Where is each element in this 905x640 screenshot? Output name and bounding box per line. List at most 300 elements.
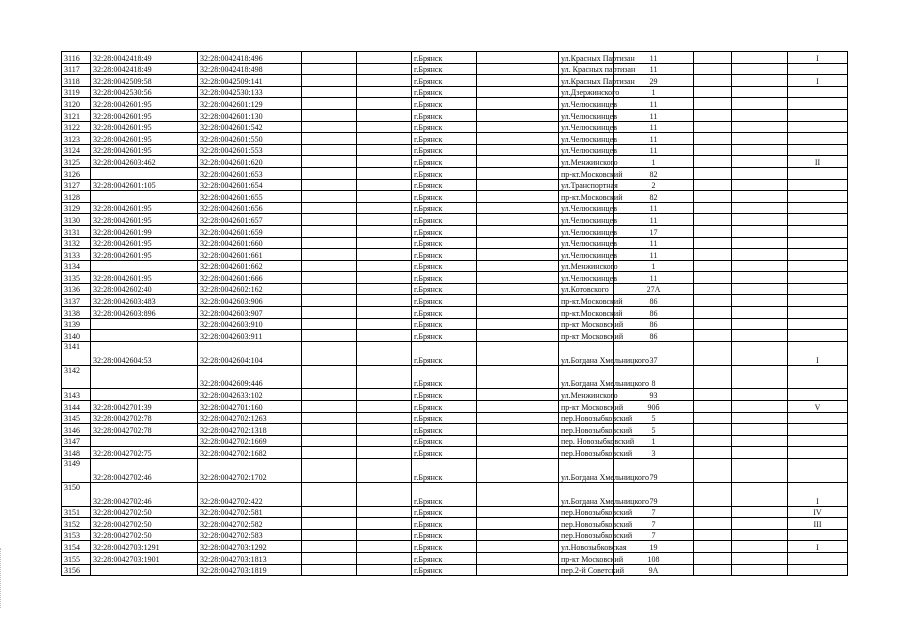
house-number-cell: 27А — [614, 283, 694, 295]
empty-cell — [732, 318, 788, 330]
cadastral-number-cell: 32:28:0042603:906 — [198, 295, 302, 307]
cadastral-number-cell: 32:28:0042601:130 — [198, 109, 302, 121]
city-cell: г.Брянск — [412, 341, 477, 365]
row-number-cell: 3116 — [62, 52, 91, 64]
cadastral-number-cell: 32:28:0042530:133 — [198, 86, 302, 98]
table-row — [62, 202, 848, 214]
cadastral-number-cell: 32:28:0042601:656 — [198, 202, 302, 214]
empty-cell — [732, 529, 788, 541]
empty-cell — [694, 86, 732, 98]
empty-cell — [302, 318, 357, 330]
city-cell: г.Брянск — [412, 260, 477, 272]
house-number-cell: 17 — [614, 225, 694, 237]
section-roman-cell — [788, 318, 848, 330]
parent-cadastral-number-cell: 32:28:0042601:95 — [91, 109, 198, 121]
section-roman-cell — [788, 424, 848, 436]
section-roman-cell — [788, 447, 848, 459]
house-number-cell: 7 — [614, 506, 694, 518]
city-cell: г.Брянск — [412, 318, 477, 330]
section-roman-cell — [788, 133, 848, 145]
row-number-cell: 3150 — [62, 482, 91, 506]
section-roman-cell — [788, 389, 848, 401]
empty-cell — [732, 307, 788, 319]
parent-cadastral-number-cell: 32:28:0042418:49 — [91, 63, 198, 75]
section-roman-cell — [788, 121, 848, 133]
empty-cell — [357, 133, 412, 145]
empty-cell — [302, 167, 357, 179]
city-cell: г.Брянск — [412, 552, 477, 564]
city-cell: г.Брянск — [412, 401, 477, 413]
empty-cell — [302, 401, 357, 413]
cadastral-number-cell: 32:28:0042601:666 — [198, 272, 302, 284]
empty-cell — [732, 214, 788, 226]
empty-cell — [302, 202, 357, 214]
row-number-cell: 3138 — [62, 307, 91, 319]
empty-cell — [694, 272, 732, 284]
street-cell: ул. Красных партизан — [559, 63, 614, 75]
parent-cadastral-number-cell: 32:28:0042702:78 — [91, 412, 198, 424]
empty-cell — [302, 249, 357, 261]
row-number-cell: 3132 — [62, 237, 91, 249]
empty-cell — [477, 249, 559, 261]
city-cell: г.Брянск — [412, 167, 477, 179]
table-row — [62, 482, 848, 506]
row-number-cell: 3128 — [62, 191, 91, 203]
empty-cell — [694, 52, 732, 64]
row-number-cell: 3136 — [62, 283, 91, 295]
city-cell: г.Брянск — [412, 237, 477, 249]
empty-cell — [732, 365, 788, 389]
empty-cell — [477, 202, 559, 214]
empty-cell — [302, 424, 357, 436]
empty-cell — [477, 191, 559, 203]
empty-cell — [694, 156, 732, 168]
empty-cell — [732, 225, 788, 237]
table-row — [62, 401, 848, 413]
table-row — [62, 459, 848, 483]
table-row — [62, 98, 848, 110]
row-number-cell: 3149 — [62, 459, 91, 483]
row-number-cell: 3117 — [62, 63, 91, 75]
street-cell: пр-кт.Московский — [559, 295, 614, 307]
empty-cell — [357, 529, 412, 541]
empty-cell — [302, 564, 357, 576]
house-number-cell: 5 — [614, 424, 694, 436]
house-number-cell: 11 — [614, 52, 694, 64]
empty-cell — [357, 179, 412, 191]
house-number-cell: 86 — [614, 318, 694, 330]
empty-cell — [694, 191, 732, 203]
section-roman-cell — [788, 295, 848, 307]
street-cell: пер.Новозыбковский — [559, 518, 614, 530]
cadastral-number-cell: 32:28:0042702:581 — [198, 506, 302, 518]
street-cell: ул.Менжинского — [559, 156, 614, 168]
section-roman-cell — [788, 202, 848, 214]
city-cell: г.Брянск — [412, 191, 477, 203]
empty-cell — [357, 191, 412, 203]
empty-cell — [477, 529, 559, 541]
empty-cell — [357, 401, 412, 413]
empty-cell — [477, 109, 559, 121]
street-cell: ул.Котовского — [559, 283, 614, 295]
city-cell: г.Брянск — [412, 121, 477, 133]
row-number-cell: 3134 — [62, 260, 91, 272]
row-number-cell: 3146 — [62, 424, 91, 436]
street-cell: ул.Челюскинцев — [559, 109, 614, 121]
cadastral-number-cell: 32:28:0042703:1819 — [198, 564, 302, 576]
parent-cadastral-number-cell: 32:28:0042530:56 — [91, 86, 198, 98]
cadastral-number-cell: 32:28:0042702:1318 — [198, 424, 302, 436]
cadastral-number-cell: 32:28:0042601:662 — [198, 260, 302, 272]
table-row — [62, 389, 848, 401]
row-number-cell: 3148 — [62, 447, 91, 459]
empty-cell — [302, 412, 357, 424]
section-roman-cell — [788, 144, 848, 156]
street-cell: ул.Богдана Хмельницкого — [559, 341, 614, 365]
cadastral-number-cell: 32:28:0042702:582 — [198, 518, 302, 530]
empty-cell — [477, 283, 559, 295]
cadastral-number-cell: 32:28:0042601:653 — [198, 167, 302, 179]
city-cell: г.Брянск — [412, 98, 477, 110]
empty-cell — [477, 564, 559, 576]
street-cell: пр-кт Московский — [559, 401, 614, 413]
empty-cell — [357, 435, 412, 447]
empty-cell — [357, 144, 412, 156]
table-row — [62, 424, 848, 436]
section-roman-cell — [788, 237, 848, 249]
empty-cell — [694, 318, 732, 330]
parent-cadastral-number-cell: 32:28:0042601:95 — [91, 249, 198, 261]
empty-cell — [732, 167, 788, 179]
section-roman-cell — [788, 249, 848, 261]
empty-cell — [357, 272, 412, 284]
row-number-cell: 3142 — [62, 365, 91, 389]
empty-cell — [357, 307, 412, 319]
street-cell: ул.Транспортная — [559, 179, 614, 191]
empty-cell — [694, 109, 732, 121]
empty-cell — [302, 86, 357, 98]
empty-cell — [357, 109, 412, 121]
empty-cell — [732, 121, 788, 133]
house-number-cell: 37 — [614, 341, 694, 365]
cadastral-number-cell: 32:28:0042701:160 — [198, 401, 302, 413]
empty-cell — [302, 237, 357, 249]
empty-cell — [694, 249, 732, 261]
empty-cell — [477, 365, 559, 389]
empty-cell — [694, 75, 732, 87]
empty-cell — [694, 260, 732, 272]
empty-cell — [694, 283, 732, 295]
section-roman-cell — [788, 109, 848, 121]
row-number-cell: 3129 — [62, 202, 91, 214]
section-roman-cell — [788, 214, 848, 226]
row-number-cell: 3151 — [62, 506, 91, 518]
parent-cadastral-number-cell: 32:28:0042603:483 — [91, 295, 198, 307]
empty-cell — [694, 202, 732, 214]
empty-cell — [732, 109, 788, 121]
house-number-cell: 82 — [614, 167, 694, 179]
empty-cell — [694, 459, 732, 483]
empty-cell — [302, 389, 357, 401]
street-cell: ул.Красных Партизан — [559, 52, 614, 64]
empty-cell — [302, 482, 357, 506]
cadastral-number-cell: 32:28:0042702:1263 — [198, 412, 302, 424]
table-row — [62, 435, 848, 447]
registry-table-sheet — [61, 51, 847, 576]
street-cell: пер.Новозыбковский — [559, 424, 614, 436]
empty-cell — [732, 86, 788, 98]
empty-cell — [732, 482, 788, 506]
house-number-cell: 9З — [614, 389, 694, 401]
parent-cadastral-number-cell — [91, 389, 198, 401]
row-number-cell: 3120 — [62, 98, 91, 110]
empty-cell — [694, 167, 732, 179]
table-row — [62, 564, 848, 576]
street-cell: ул.Новозыбковская — [559, 541, 614, 553]
section-roman-cell — [788, 86, 848, 98]
section-roman-cell — [788, 98, 848, 110]
empty-cell — [302, 435, 357, 447]
empty-cell — [302, 214, 357, 226]
house-number-cell: 11 — [614, 133, 694, 145]
row-number-cell: 3143 — [62, 389, 91, 401]
row-number-cell: 3144 — [62, 401, 91, 413]
empty-cell — [357, 482, 412, 506]
cadastral-number-cell: 32:28:0042601:659 — [198, 225, 302, 237]
house-number-cell: 11 — [614, 249, 694, 261]
empty-cell — [357, 237, 412, 249]
empty-cell — [357, 412, 412, 424]
empty-cell — [732, 295, 788, 307]
city-cell: г.Брянск — [412, 529, 477, 541]
table-row — [62, 272, 848, 284]
empty-cell — [732, 260, 788, 272]
parent-cadastral-number-cell — [91, 318, 198, 330]
cadastral-number-cell: 32:28:0042703:1292 — [198, 541, 302, 553]
row-number-cell: 3152 — [62, 518, 91, 530]
table-row — [62, 109, 848, 121]
table-row — [62, 121, 848, 133]
street-cell: пр-кт.Московский — [559, 191, 614, 203]
empty-cell — [302, 518, 357, 530]
parent-cadastral-number-cell: 32:28:0042601:95 — [91, 272, 198, 284]
empty-cell — [477, 75, 559, 87]
empty-cell — [302, 529, 357, 541]
city-cell: г.Брянск — [412, 506, 477, 518]
parent-cadastral-number-cell — [91, 167, 198, 179]
street-cell: ул.Челюскинцев — [559, 144, 614, 156]
city-cell: г.Брянск — [412, 412, 477, 424]
empty-cell — [302, 109, 357, 121]
section-roman-cell — [788, 459, 848, 483]
row-number-cell: 3135 — [62, 272, 91, 284]
street-cell: пр-кт Московский — [559, 318, 614, 330]
section-roman-cell — [788, 225, 848, 237]
empty-cell — [694, 179, 732, 191]
city-cell: г.Брянск — [412, 330, 477, 342]
cadastral-number-cell: 32:28:0042601:550 — [198, 133, 302, 145]
city-cell: г.Брянск — [412, 179, 477, 191]
section-roman-cell — [788, 564, 848, 576]
parent-cadastral-number-cell: 32:28:0042702:50 — [91, 529, 198, 541]
house-number-cell: 86 — [614, 330, 694, 342]
street-cell: пер.Новозыбковский — [559, 447, 614, 459]
section-roman-cell — [788, 529, 848, 541]
empty-cell — [357, 260, 412, 272]
parent-cadastral-number-cell: 32:28:0042601:95 — [91, 98, 198, 110]
empty-cell — [694, 401, 732, 413]
empty-cell — [357, 167, 412, 179]
parent-cadastral-number-cell: 32:28:0042603:462 — [91, 156, 198, 168]
city-cell: г.Брянск — [412, 541, 477, 553]
cadastral-number-cell: 32:28:0042601:654 — [198, 179, 302, 191]
empty-cell — [477, 52, 559, 64]
city-cell: г.Брянск — [412, 109, 477, 121]
parent-cadastral-number-cell: 32:28:0042601:95 — [91, 237, 198, 249]
street-cell: пр-кт Московский — [559, 552, 614, 564]
section-roman-cell: I — [788, 75, 848, 87]
empty-cell — [302, 121, 357, 133]
city-cell: г.Брянск — [412, 389, 477, 401]
scan-edge-mark — [0, 548, 5, 608]
house-number-cell: 5 — [614, 412, 694, 424]
city-cell: г.Брянск — [412, 482, 477, 506]
section-roman-cell — [788, 552, 848, 564]
empty-cell — [357, 459, 412, 483]
empty-cell — [732, 133, 788, 145]
empty-cell — [694, 133, 732, 145]
table-row — [62, 156, 848, 168]
empty-cell — [477, 98, 559, 110]
empty-cell — [694, 98, 732, 110]
empty-cell — [732, 283, 788, 295]
row-number-cell: 3124 — [62, 144, 91, 156]
empty-cell — [732, 179, 788, 191]
city-cell: г.Брянск — [412, 564, 477, 576]
empty-cell — [477, 412, 559, 424]
street-cell: ул.Богдана Хмельницкого — [559, 482, 614, 506]
empty-cell — [357, 552, 412, 564]
empty-cell — [694, 506, 732, 518]
empty-cell — [302, 552, 357, 564]
empty-cell — [477, 295, 559, 307]
city-cell: г.Брянск — [412, 214, 477, 226]
empty-cell — [694, 307, 732, 319]
table-row — [62, 63, 848, 75]
house-number-cell: 11 — [614, 63, 694, 75]
row-number-cell: 3130 — [62, 214, 91, 226]
empty-cell — [357, 283, 412, 295]
section-roman-cell — [788, 307, 848, 319]
empty-cell — [477, 214, 559, 226]
cadastral-number-cell: 32:28:0042601:660 — [198, 237, 302, 249]
city-cell: г.Брянск — [412, 283, 477, 295]
section-roman-cell — [788, 260, 848, 272]
row-number-cell: 3141 — [62, 341, 91, 365]
cadastral-number-cell: 32:28:0042601:620 — [198, 156, 302, 168]
empty-cell — [302, 330, 357, 342]
table-row — [62, 529, 848, 541]
parent-cadastral-number-cell: 32:28:0042702:50 — [91, 506, 198, 518]
row-number-cell: 3147 — [62, 435, 91, 447]
street-cell: ул.Дзержинского — [559, 86, 614, 98]
empty-cell — [732, 237, 788, 249]
street-cell: ул.Челюскинцев — [559, 202, 614, 214]
row-number-cell: 3118 — [62, 75, 91, 87]
cadastral-number-cell: 32:28:0042609:446 — [198, 365, 302, 389]
empty-cell — [477, 401, 559, 413]
empty-cell — [477, 237, 559, 249]
section-roman-cell — [788, 191, 848, 203]
table-row — [62, 52, 848, 64]
row-number-cell: 3154 — [62, 541, 91, 553]
street-cell: ул.Богдана Хмельницкого — [559, 365, 614, 389]
empty-cell — [302, 307, 357, 319]
street-cell: ул.Менжинского — [559, 389, 614, 401]
empty-cell — [732, 412, 788, 424]
empty-cell — [302, 179, 357, 191]
house-number-cell: 7 — [614, 529, 694, 541]
empty-cell — [357, 506, 412, 518]
empty-cell — [357, 424, 412, 436]
empty-cell — [302, 144, 357, 156]
empty-cell — [694, 330, 732, 342]
empty-cell — [357, 341, 412, 365]
table-row — [62, 133, 848, 145]
table-row — [62, 412, 848, 424]
table-row — [62, 506, 848, 518]
parent-cadastral-number-cell — [91, 365, 198, 389]
row-number-cell: 3126 — [62, 167, 91, 179]
empty-cell — [357, 541, 412, 553]
city-cell: г.Брянск — [412, 295, 477, 307]
section-roman-cell — [788, 412, 848, 424]
city-cell: г.Брянск — [412, 447, 477, 459]
city-cell: г.Брянск — [412, 144, 477, 156]
empty-cell — [732, 424, 788, 436]
empty-cell — [732, 552, 788, 564]
house-number-cell: 11 — [614, 214, 694, 226]
empty-cell — [357, 564, 412, 576]
section-roman-cell: IV — [788, 506, 848, 518]
table-row — [62, 318, 848, 330]
empty-cell — [477, 179, 559, 191]
section-roman-cell — [788, 167, 848, 179]
house-number-cell: 11 — [614, 98, 694, 110]
street-cell: пер. Новозыбковский — [559, 435, 614, 447]
empty-cell — [694, 529, 732, 541]
empty-cell — [694, 121, 732, 133]
empty-cell — [477, 506, 559, 518]
cadastral-number-cell: 32:28:0042604:104 — [198, 341, 302, 365]
cadastral-number-cell: 32:28:0042601:655 — [198, 191, 302, 203]
empty-cell — [477, 156, 559, 168]
empty-cell — [732, 52, 788, 64]
empty-cell — [302, 133, 357, 145]
cadastral-number-cell: 32:28:0042703:1813 — [198, 552, 302, 564]
row-number-cell: 3153 — [62, 529, 91, 541]
empty-cell — [694, 214, 732, 226]
table-row — [62, 330, 848, 342]
empty-cell — [477, 389, 559, 401]
empty-cell — [357, 225, 412, 237]
city-cell: г.Брянск — [412, 424, 477, 436]
house-number-cell: 86 — [614, 295, 694, 307]
table-row — [62, 295, 848, 307]
empty-cell — [302, 295, 357, 307]
house-number-cell: 11 — [614, 237, 694, 249]
empty-cell — [302, 541, 357, 553]
